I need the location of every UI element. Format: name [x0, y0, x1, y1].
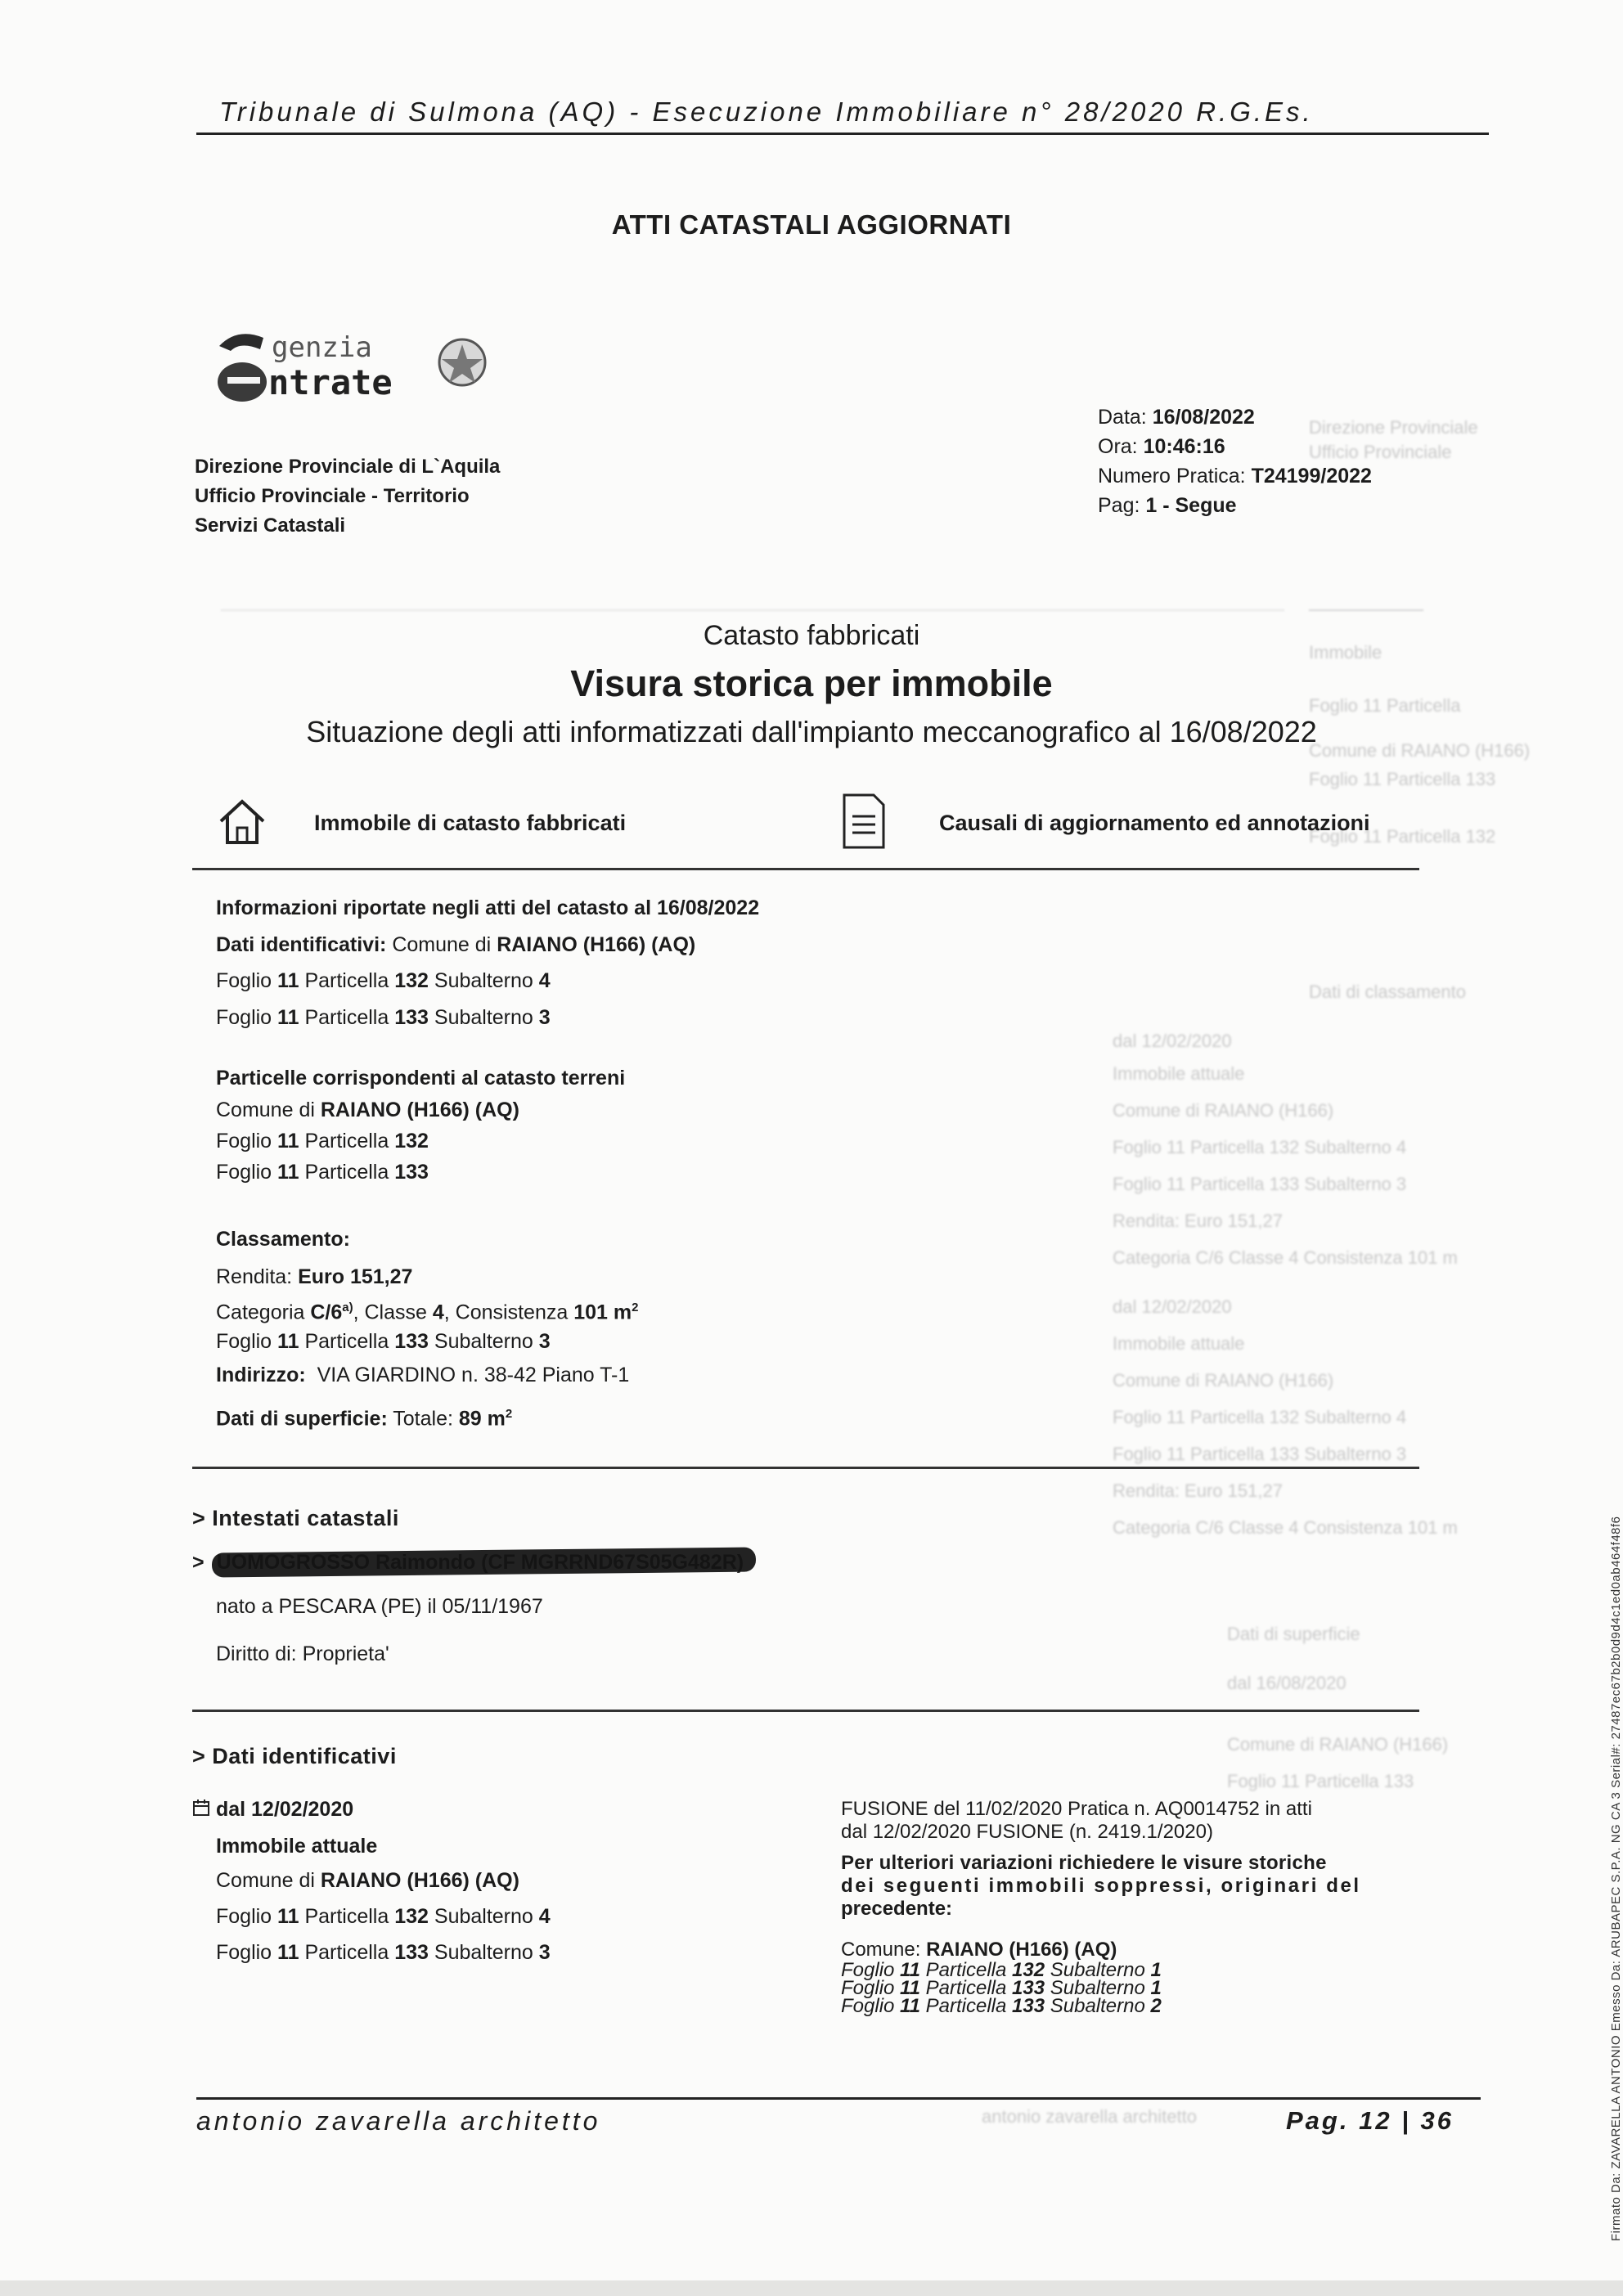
subalterno-word: Subalterno — [434, 1905, 533, 1928]
foglio-number: 11 — [277, 969, 299, 992]
section-rule-intestati — [192, 1710, 1419, 1712]
subalterno-word: Subalterno — [434, 1330, 533, 1353]
foglio-word: Foglio — [216, 1330, 272, 1353]
chevron-right-icon[interactable]: > — [192, 1551, 205, 1574]
terreni-comune-row — [216, 1096, 519, 1124]
section-immobile: Immobile di catasto fabbricati — [314, 811, 627, 835]
intestato-owner-row — [192, 1548, 744, 1576]
info-foglio-row-2 — [216, 1004, 551, 1031]
calendar-icon — [192, 1796, 210, 1824]
fusione-line-1: FUSIONE del 11/02/2020 Pratica n. AQ0014752 in atti — [841, 1798, 1312, 1820]
superficie-row: Dati di superficie: Totale: 89 $m^2$ — [216, 1407, 513, 1431]
rendita-row — [216, 1263, 412, 1291]
terreni-comune-prefix: Comune di — [216, 1099, 315, 1121]
visura-subtitle: Situazione degli atti informatizzati dall'impianto meccanografico al 16/08/2022 — [306, 715, 1317, 748]
di-row-1 — [216, 1903, 551, 1930]
categoria-value: C/6 — [310, 1301, 343, 1324]
categoria-note: a) — [342, 1301, 353, 1314]
classe-value: 4 — [432, 1301, 444, 1324]
subalterno-number: 1 — [1150, 1977, 1162, 1999]
consistenza-value: 101 m — [573, 1301, 632, 1324]
ora-label: Ora: — [1098, 435, 1138, 458]
dati-comune: RAIANO (H166) (AQ) — [497, 933, 696, 956]
pag-label: Pag: — [1098, 494, 1140, 517]
info-foglio-row-1 — [216, 967, 551, 995]
soppressi-comune-label: Comune: — [841, 1939, 921, 1961]
pratica-value: T24199/2022 — [1251, 465, 1372, 488]
di-comune: RAIANO (H166) (AQ) — [320, 1869, 519, 1892]
classamento-foglio-row — [216, 1328, 551, 1355]
particella-number: 133 — [394, 1161, 429, 1184]
office-servizi: Servizi Catastali — [195, 514, 346, 537]
di-comune-row — [216, 1867, 519, 1894]
subalterno-number: 4 — [538, 1905, 551, 1928]
variazioni-line-3: precedente: — [841, 1898, 953, 1920]
info-heading: Informazioni riportate negli atti del catasto al 16/08/2022 — [216, 896, 760, 919]
foglio-word: Foglio — [216, 1161, 272, 1184]
di-row-2 — [216, 1939, 551, 1966]
foglio-number: 11 — [900, 1995, 920, 2017]
particella-number: 133 — [1012, 1977, 1045, 1999]
subalterno-word: Subalterno — [1050, 1959, 1145, 1981]
chevron-right-icon[interactable]: > — [192, 1744, 206, 1768]
pag-value: 1 - Segue — [1145, 494, 1237, 517]
section-rule-classamento — [192, 1467, 1419, 1469]
document-icon — [841, 792, 887, 855]
logo-genzia: genzia — [272, 331, 372, 364]
foglio-number: 11 — [277, 1161, 299, 1184]
categoria-row: Categoria C/6$^{a)}$, Classe 4, Consistenza 101 $m^2$ — [216, 1301, 639, 1324]
subalterno-number: 2 — [1150, 1995, 1162, 2017]
intestati-heading — [192, 1504, 399, 1532]
indirizzo-row — [216, 1361, 629, 1389]
logo-ntrate: ntrate — [268, 362, 393, 402]
nato-row: nato a PESCARA (PE) il 05/11/1967 — [216, 1595, 543, 1618]
office-block — [195, 452, 500, 541]
agenzia-entrate-logo — [213, 323, 507, 413]
subalterno-word: Subalterno — [434, 1941, 533, 1964]
info-dati-row — [216, 931, 695, 959]
rendita-label: Rendita: — [216, 1265, 293, 1288]
dal-row — [192, 1795, 353, 1824]
dati-label: Dati identificativi: — [216, 933, 387, 956]
classe-label: , Classe — [353, 1301, 427, 1324]
soppressi-comune-row — [841, 1939, 1422, 1961]
rendita-value: Euro 151,27 — [298, 1265, 413, 1288]
footer-rule — [196, 2097, 1481, 2100]
data-label: Data: — [1098, 406, 1147, 429]
footer-page: Pag. 12 | 36 — [1286, 2106, 1454, 2135]
ora-value: 10:46:16 — [1143, 435, 1225, 458]
particella-number: 133 — [1012, 1995, 1045, 2017]
particella-number: 133 — [394, 1330, 429, 1353]
soppresso-row-3 — [841, 1997, 1422, 2015]
house-icon — [216, 795, 268, 851]
foglio-number: 11 — [277, 1330, 299, 1353]
section-rule-top — [192, 868, 1419, 870]
chevron-right-icon[interactable]: > — [192, 1506, 206, 1530]
visura-title: Visura storica per immobile — [570, 663, 1053, 704]
di-comune-prefix: Comune di — [216, 1869, 315, 1892]
header-rule — [196, 133, 1489, 135]
particella-number: 132 — [394, 1130, 429, 1152]
terreni-heading: Particelle corrispondenti al catasto terreni — [216, 1067, 626, 1090]
foglio-word: Foglio — [841, 1959, 895, 1981]
particella-word: Particella — [304, 1130, 389, 1152]
fusione-line-2: dal 12/02/2020 FUSIONE (n. 2419.1/2020) — [841, 1821, 1213, 1843]
section-causali: Causali di aggiornamento ed annotazioni — [939, 811, 1370, 835]
foglio-word: Foglio — [841, 1995, 895, 2017]
consistenza-label: , Consistenza — [443, 1301, 569, 1324]
subalterno-word: Subalterno — [1050, 1995, 1145, 2017]
terreni-comune: RAIANO (H166) (AQ) — [320, 1099, 519, 1121]
variazioni-line-1: Per ulteriori variazioni richiedere le visure storiche — [841, 1852, 1327, 1874]
intestati-heading-label: Intestati catastali — [212, 1506, 399, 1530]
soppressi-comune: RAIANO (H166) (AQ) — [926, 1939, 1117, 1961]
foglio-number: 11 — [900, 1959, 920, 1981]
signature-margin-note: Firmato Da: ZAVARELLA ANTONIO Emesso Da: ARUBAPEC S.P.A. NG CA 3 Serial#: 27487ec67b2b0d9d4c1ed0ab464f48f6 — [1609, 1516, 1623, 2241]
superficie-totale-label: Totale: — [393, 1407, 453, 1431]
particella-word: Particella — [304, 969, 389, 992]
foglio-word: Foglio — [841, 1977, 895, 1999]
fusione-block — [841, 1798, 1422, 2015]
document-title: ATTI CATASTALI AGGIORNATI — [611, 209, 1012, 240]
particella-number: 132 — [394, 1905, 429, 1928]
data-value: 16/08/2022 — [1152, 406, 1255, 429]
particella-word: Particella — [925, 1959, 1007, 1981]
subalterno-number: 3 — [538, 1330, 551, 1353]
superficie-label: Dati di superficie: — [216, 1407, 388, 1431]
subalterno-number: 1 — [1150, 1959, 1162, 1981]
classamento-heading: Classamento: — [216, 1228, 350, 1251]
subalterno-number: 4 — [538, 969, 551, 992]
particella-word: Particella — [304, 1941, 389, 1964]
particella-word: Particella — [925, 1995, 1007, 2017]
subalterno-word: Subalterno — [1050, 1977, 1145, 1999]
particella-word: Particella — [925, 1977, 1007, 1999]
subalterno-number: 3 — [538, 1006, 551, 1029]
footer-author: antonio zavarella architetto — [196, 2106, 601, 2136]
indirizzo-label: Indirizzo: — [216, 1364, 306, 1386]
terreni-row-1 — [216, 1127, 429, 1155]
subalterno-word: Subalterno — [434, 1006, 533, 1029]
foglio-number: 11 — [277, 1941, 299, 1964]
meta-block — [1098, 402, 1372, 520]
page-edge-shadow — [0, 2280, 1623, 2296]
office-ufficio: Ufficio Provinciale - Territorio — [195, 485, 470, 507]
particella-word: Particella — [304, 1161, 389, 1184]
subalterno-word: Subalterno — [434, 969, 533, 992]
terreni-row-2 — [216, 1158, 429, 1186]
foglio-word: Foglio — [216, 1941, 272, 1964]
particella-word: Particella — [304, 1006, 389, 1029]
foglio-number: 11 — [900, 1977, 920, 1999]
diritto-row: Diritto di: Proprieta' — [216, 1642, 389, 1665]
particella-word: Particella — [304, 1330, 389, 1353]
indirizzo-value: VIA GIARDINO n. 38-42 Piano T-1 — [317, 1364, 630, 1386]
particella-number: 133 — [394, 1006, 429, 1029]
particella-number: 133 — [394, 1941, 429, 1964]
particella-number: 132 — [394, 969, 429, 992]
particella-number: 132 — [1012, 1959, 1045, 1981]
dal-date: dal 12/02/2020 — [215, 1798, 354, 1821]
foglio-number: 11 — [277, 1905, 299, 1928]
office-direzione: Direzione Provinciale di L`Aquila — [195, 456, 501, 478]
variazioni-line-2: dei seguenti immobili soppressi, originari del — [841, 1875, 1361, 1897]
owner-redacted — [217, 1548, 744, 1576]
foglio-number: 11 — [277, 1006, 299, 1029]
particella-word: Particella — [304, 1905, 389, 1928]
court-header: Tribunale di Sulmona (AQ) - Esecuzione Immobiliare n° 28/2020 R.G.Es. — [219, 97, 1314, 127]
foglio-word: Foglio — [216, 1905, 272, 1928]
subalterno-number: 3 — [538, 1941, 551, 1964]
immobile-attuale: Immobile attuale — [216, 1835, 378, 1858]
catasto-title: Catasto fabbricati — [703, 620, 920, 651]
foglio-number: 11 — [277, 1130, 299, 1152]
superficie-value: 89 m — [458, 1407, 506, 1431]
dati-identificativi-label: Dati identificativi — [212, 1744, 397, 1768]
foglio-word: Foglio — [216, 969, 272, 992]
dati-identificativi-heading — [192, 1742, 397, 1770]
pratica-label: Numero Pratica: — [1098, 465, 1246, 488]
dati-comune-prefix: Comune di — [392, 933, 492, 956]
categoria-label: Categoria — [216, 1301, 305, 1324]
foglio-word: Foglio — [216, 1006, 272, 1029]
foglio-word: Foglio — [216, 1130, 272, 1152]
